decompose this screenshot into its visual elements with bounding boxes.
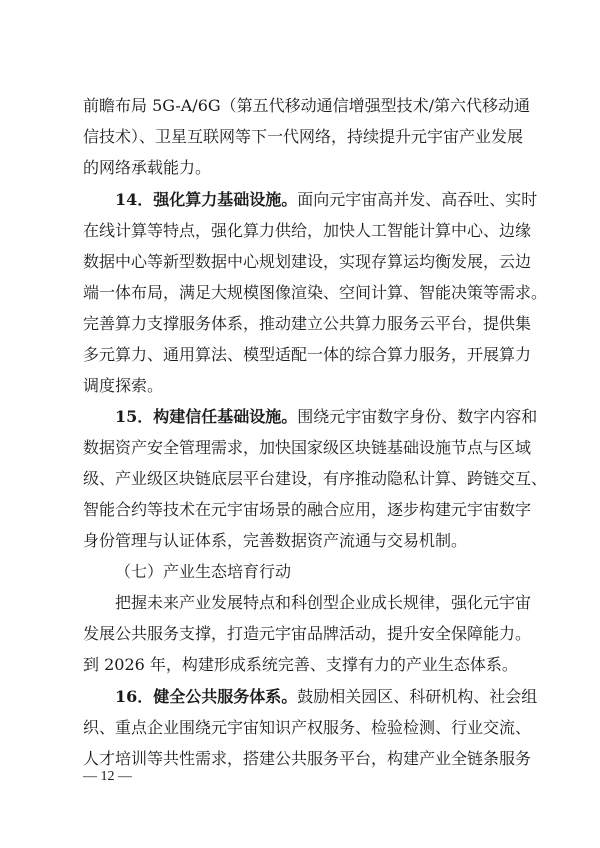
text-line: 级、产业级区块链底层平台建设，有序推动隐私计算、跨链交互、 [83,469,548,488]
item-heading: 16．健全公共服务体系。 [115,687,298,706]
paragraph-first-line [115,687,538,709]
text-line: 多元算力、通用算法、模型适配一体的综合算力服务，开展算力 [83,345,532,364]
text-line: 智能合约等技术在元宇宙场景的融合应用，逐步构建元宇宙数字 [83,500,532,519]
page-number: — 12 — [83,769,132,784]
text-line: 把握未来产业发展特点和科创型企业成长规律，强化元宇宙 [115,593,532,612]
text-line: 到 2026 年，构建形成系统完善、支撑有力的产业生态体系。 [83,655,518,674]
text-line: 数据中心等新型数据中心规划建设，实现存算运均衡发展，云边 [83,252,532,271]
text-line: 端一体布局，满足大规模图像渲染、空间计算、智能决策等需求。 [83,283,548,302]
text-span: 鼓励相关园区、科研机构、社会组 [297,687,538,706]
text-line: 的网络承载能力。 [83,158,212,177]
section-heading: （七）产业生态培育行动 [115,562,292,581]
text-line: 前瞻布局 5G-A/6G（第五代移动通信增强型技术/第六代移动通 [83,96,531,115]
text-line: 身份管理与认证体系，完善数据资产流通与交易机制。 [83,531,468,550]
item-heading: 15．构建信任基础设施。 [115,407,298,426]
paragraph-first-line [115,190,538,212]
text-line: 完善算力支撑服务体系，推动建立公共算力服务云平台，提供集 [83,314,532,333]
paragraph-first-line [115,407,538,429]
text-span: 面向元宇宙高并发、高吞吐、实时 [297,190,538,209]
text-line: 信技术）、卫星互联网等下一代网络，持续提升元宇宙产业发展 [83,127,524,146]
text-span: 围绕元宇宙数字身份、数字内容和 [297,407,538,426]
text-line: 发展公共服务支撑，打造元宇宙品牌活动，提升安全保障能力。 [83,624,532,643]
item-heading: 14．强化算力基础设施。 [115,190,298,209]
text-line: 调度探索。 [83,376,164,395]
text-line: 数据资产安全管理需求，加快国家级区块链基础设施节点与区域 [83,438,532,457]
text-line: 织、重点企业围绕元宇宙知识产权服务、检验检测、行业交流、 [83,718,532,737]
text-line: 人才培训等共性需求，搭建公共服务平台，构建产业全链条服务 [83,749,532,768]
text-line: 在线计算等特点，强化算力供给，加快人工智能计算中心、边缘 [83,221,532,240]
